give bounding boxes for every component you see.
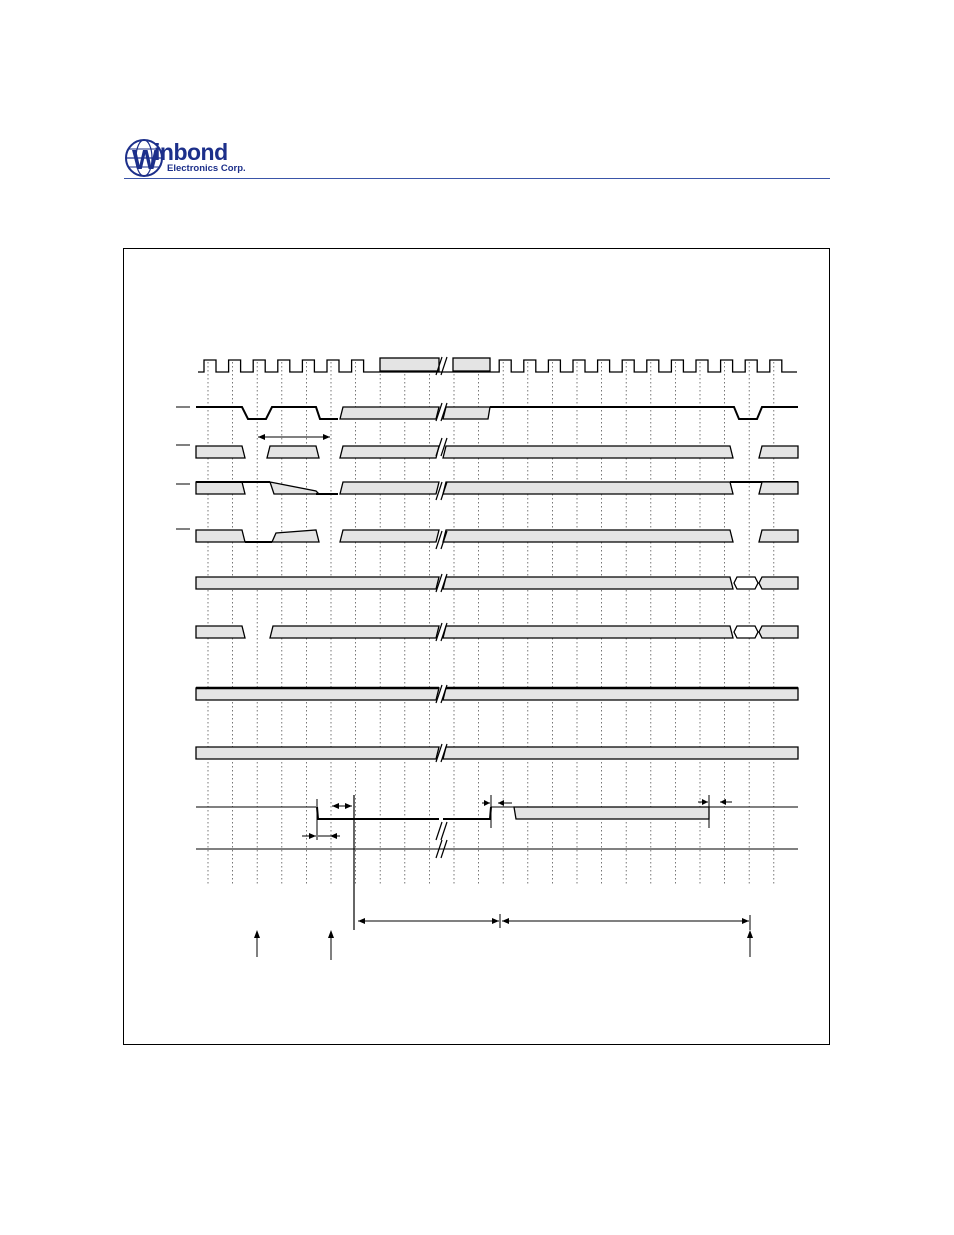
signal-8-bus-a <box>196 747 439 759</box>
signal-6-seg-b <box>270 626 439 638</box>
signal-1-bus-b <box>443 407 490 419</box>
arrow-left-icon <box>502 918 509 924</box>
arrow-up-icon <box>328 930 334 938</box>
break-marker-icon <box>436 822 442 840</box>
signal-4-seg-b <box>272 530 319 542</box>
signal-4-seg-d <box>443 530 733 542</box>
signal-5-seg-d <box>759 577 798 589</box>
arrow-up-icon <box>254 930 260 938</box>
signal-5-seg-a <box>196 577 439 589</box>
signal-1-bus-a <box>340 407 439 419</box>
signal-4-seg-a <box>196 530 245 542</box>
signal-5-seg-b <box>443 577 733 589</box>
arrow-left-icon <box>258 434 265 440</box>
signal-6-seg-a <box>196 626 245 638</box>
arrow-up-icon <box>747 930 753 938</box>
logo-wordmark: inbond <box>154 139 228 165</box>
signal-3-seg-e <box>759 482 798 494</box>
signal-9-return <box>443 807 491 819</box>
signal-1-waveform <box>196 407 338 419</box>
arrow-left-icon <box>720 799 726 805</box>
arrow-right-icon <box>484 800 490 806</box>
clock-burst-box-1 <box>380 358 439 371</box>
arrow-left-icon <box>332 803 339 809</box>
arrow-left-icon <box>358 918 365 924</box>
logo-initial: W <box>132 144 159 175</box>
arrow-right-icon <box>323 434 330 440</box>
arrow-right-icon <box>309 833 316 839</box>
signal-4-seg-c <box>340 530 439 542</box>
logo-subtitle: Electronics Corp. <box>167 163 246 174</box>
signal-2-seg-b <box>267 446 319 458</box>
arrow-right-icon <box>742 918 749 924</box>
signal-3-seg-b <box>270 482 319 494</box>
signal-3-seg-d <box>443 482 733 494</box>
signal-6-seg-e <box>759 626 798 638</box>
signal-6-seg-d <box>734 626 758 638</box>
break-markers <box>436 357 447 858</box>
break-marker-icon <box>441 822 447 840</box>
signal-3-seg-c <box>340 482 439 494</box>
signal-2-seg-c <box>340 446 439 458</box>
clock-waveform <box>198 360 797 372</box>
signal-3-seg-a <box>196 482 245 494</box>
signal-7-bus-a <box>196 688 439 700</box>
signal-4-seg-e <box>759 530 798 542</box>
arrow-right-icon <box>702 799 708 805</box>
signal-5-seg-c <box>734 577 758 589</box>
arrow-right-icon <box>345 803 352 809</box>
signal-7-bus-b <box>443 688 798 700</box>
signal-9-data <box>514 807 709 819</box>
signal-6-seg-c <box>443 626 733 638</box>
signal-2-seg-e <box>759 446 798 458</box>
arrow-right-icon <box>492 918 499 924</box>
signal-1-tail <box>490 407 798 419</box>
signal-8-bus-b <box>443 747 798 759</box>
clock-burst-box-2 <box>453 358 490 371</box>
signal-9-low <box>317 807 439 819</box>
signal-2-seg-d <box>443 446 733 458</box>
signal-2-seg-a <box>196 446 245 458</box>
arrow-left-icon <box>498 800 504 806</box>
